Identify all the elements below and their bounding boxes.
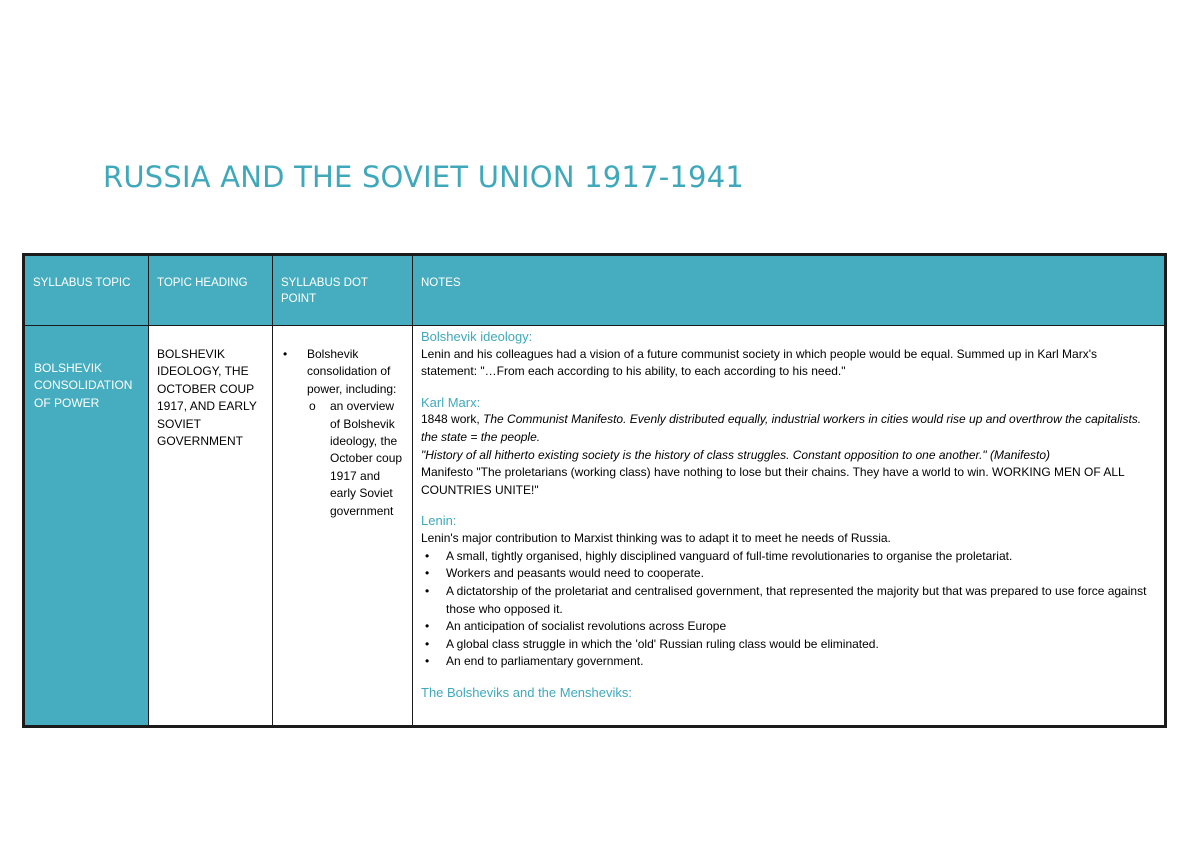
bullet-icon: • (283, 347, 288, 361)
list-item (421, 618, 1156, 636)
list-item (421, 565, 1156, 583)
lenin-point: An end to parliamentary government. (446, 654, 644, 669)
header-topic-heading: TOPIC HEADING (149, 256, 273, 326)
dot-point-list (281, 346, 404, 520)
lenin-point: A dictatorship of the proletariat and centralised government, that represented the majority but that was prepared to use force against those who opposed it. (446, 583, 1147, 616)
bullet-icon: • (425, 583, 430, 598)
notes-marx-manifesto: Manifesto "The proletarians (working class) have nothing to lose but their chains. They have a world to win. WORKING MEN OF ALL COUNTRIES UNITE!" (421, 465, 1125, 497)
bullet-icon: • (425, 548, 430, 563)
bullet-icon: • (425, 619, 430, 634)
bullet-icon: • (425, 654, 430, 669)
lenin-point: Workers and peasants would need to cooperate. (446, 566, 704, 581)
notes-marx-year: 1848 work, (421, 412, 484, 427)
syllabus-table (22, 253, 1167, 728)
dot-point-sublist (307, 398, 404, 520)
list-item (307, 398, 404, 520)
notes-lenin-intro: Lenin's major contribution to Marxist thinking was to adapt it to meet he needs of Russia. (421, 531, 891, 546)
lenin-points-list (421, 548, 1156, 671)
notes-marx-line (421, 411, 1156, 446)
bullet-icon: • (425, 566, 430, 581)
list-item (421, 653, 1156, 671)
lenin-point: An anticipation of socialist revolutions across Europe (446, 619, 727, 634)
cell-topic-heading: BOLSHEVIK IDEOLOGY, THE OCTOBER COUP 1917, AND EARLY SOVIET GOVERNMENT (149, 326, 273, 726)
table-header-row (25, 256, 1165, 326)
cell-dot-point (273, 326, 413, 726)
list-item (281, 346, 404, 520)
header-syllabus-topic: SYLLABUS TOPIC (25, 256, 149, 326)
page-title: RUSSIA AND THE SOVIET UNION 1917-1941 (103, 160, 744, 194)
bullet-icon: • (425, 636, 430, 651)
cell-syllabus-topic: BOLSHEVIK CONSOLIDATION OF POWER (25, 326, 149, 726)
notes-marx-quote-text: "History of all hitherto existing society is the history of class struggles. Constant opposition to one another." (Manifesto) (421, 447, 1051, 462)
list-item (421, 636, 1156, 654)
header-notes: NOTES (413, 256, 1165, 326)
dot-point-main: Bolshevik consolidation of power, including: (307, 347, 397, 396)
notes-marx-manifesto-italic: The Communist Manifesto. Evenly distributed equally, industrial workers in cities would rise up and overthrow the capitalists. the state = the people. (421, 412, 1142, 444)
table-row (25, 326, 1165, 726)
cell-notes (413, 326, 1165, 726)
list-item (421, 583, 1156, 618)
notes-heading-bolsheviks: The Bolsheviks and the Mensheviks: (421, 685, 632, 701)
notes-ideology-text: Lenin and his colleagues had a vision of a future communist society in which people would be equal. Summed up in Karl Marx's statement: "…From each according to his ability, to each according to his need." (421, 346, 1098, 379)
circle-bullet-icon: o (309, 399, 316, 414)
notes-heading-ideology: Bolshevik ideology: (421, 329, 533, 344)
list-item (421, 548, 1156, 566)
notes-heading-marx: Karl Marx: (421, 394, 481, 410)
dot-point-sub: an overview of Bolshevik ideology, the October coup 1917 and early Soviet government (330, 399, 403, 518)
notes-heading-lenin: Lenin: (421, 513, 457, 529)
notes-marx-quote (421, 447, 1156, 465)
lenin-point: A small, tightly organised, highly disciplined vanguard of full-time revolutionaries to organise the proletariat. (446, 548, 1013, 563)
lenin-point: A global class struggle in which the 'old' Russian ruling class would be eliminated. (446, 636, 879, 651)
header-dot-point: SYLLABUS DOT POINT (273, 256, 413, 326)
